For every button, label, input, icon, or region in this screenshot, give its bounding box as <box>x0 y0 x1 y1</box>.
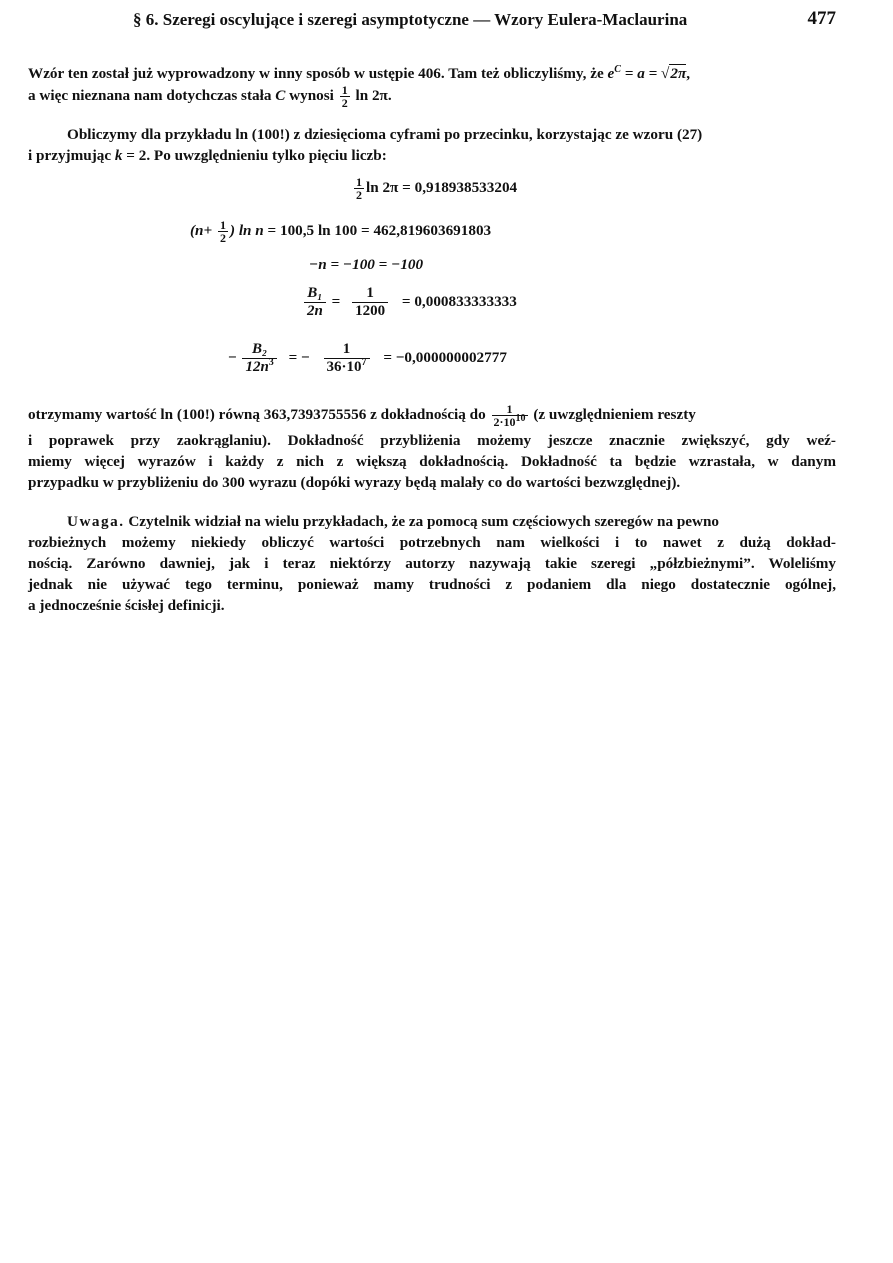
equation-4: $\frac{\text{B₁}}{2n}$ = $\frac{1}{1200}$ = 0,000833333333 <box>302 285 517 320</box>
paragraph-3-line-4: przypadku w przybliżeniu do 300 wyrazu (dopóki wyrazy będą malały co do wartości bezwzględnej). <box>28 474 681 491</box>
paragraph-3 <box>28 400 836 493</box>
paragraph-1-line-2: a więc nieznana nam dotychczas stała C wynosi $\frac{1}{2}$ ln 2π. <box>28 83 392 110</box>
remark-label: Uwaga. <box>67 513 125 530</box>
paragraph-2-line-1: Obliczymy dla przykładu ln (100!) z dziesięcioma cyframi po przecinku, korzystając ze wzoru (27) <box>67 126 703 143</box>
equation-2: (n+ $\frac{1}{2}$ ) ln n = 100,5 ln 100 = 462,819603691803 <box>190 218 492 245</box>
paragraph-1-line-1: Wzór ten został już wyprowadzony w inny sposób w ustępie 406. Tam też obliczyliśmy, że $e^C = a = √2\pi$, <box>28 63 691 82</box>
page-number: 477 <box>807 8 836 29</box>
paragraph-4-line-2: rozbieżnych możemy niekiedy obliczyć wartości potrzebnych nam wielkości i to nawet z dużą dokład- <box>28 534 836 551</box>
paragraph-2 <box>28 124 836 166</box>
sqrt-symbol: √ <box>661 65 670 82</box>
equation-1: $\frac{1}{2}$ ln 2π = 0,918938533204 <box>356 175 518 202</box>
section-title: § 6. Szeregi oscylujące i szeregi asymptotyczne — Wzory Eulera-Maclaurina <box>133 10 688 29</box>
fraction-one-half: $\frac{1}{2}$ <box>341 83 348 110</box>
paragraph-3-line-2: i poprawek przy zaokrąglaniu). Dokładność przybliżenia możemy jeszcze znacznie zwiększyć, gdy weź- <box>28 432 836 449</box>
paragraph-2-line-2: i przyjmując k = 2. Po uwzględnieniu tylko pięciu liczb: <box>28 147 387 164</box>
equation-5: − $\frac{\text{B₂}}{12n^3}$ = − $\frac{1}{36\cdot 10^7}$ = −0,000000002777 <box>228 341 507 375</box>
paragraph-4-line-1: Uwaga. Czytelnik widział na wielu przykładach, że za pomocą sum częściowych szeregów na pewno <box>67 513 720 530</box>
paragraph-3-line-3: miemy więcej wyrazów i każdy z nich z większą dokładnością. Dokładność ta będzie wzrastała, w danym <box>28 453 836 470</box>
paragraph-3-line-1: otrzymamy wartość ln (100!) równą 363,7393755556 z dokładnością do $\frac{1}{2\cdot 10^{10}}$ (z uwzględnieniem reszty <box>28 402 696 430</box>
paragraph-1 <box>28 63 836 109</box>
running-header <box>28 8 836 32</box>
paragraph-4 <box>28 511 836 616</box>
paragraph-4-line-3: nością. Zarówno dawniej, jak i teraz niektórzy autorzy nazywają takie szeregi „półzbieżnymi”. Woleliśmy <box>28 555 836 572</box>
paragraph-4-line-5: a jednocześnie ścisłej definicji. <box>28 597 225 614</box>
paragraph-4-line-4: jednak nie używać tego terminu, ponieważ mamy trudności z podaniem dla niego dostatecznie ogólnej, <box>28 576 836 593</box>
fraction-precision: $\frac{1}{2\cdot 10^{10}}$ <box>493 402 526 430</box>
equation-3: −n = −100 = −100 <box>309 256 424 273</box>
